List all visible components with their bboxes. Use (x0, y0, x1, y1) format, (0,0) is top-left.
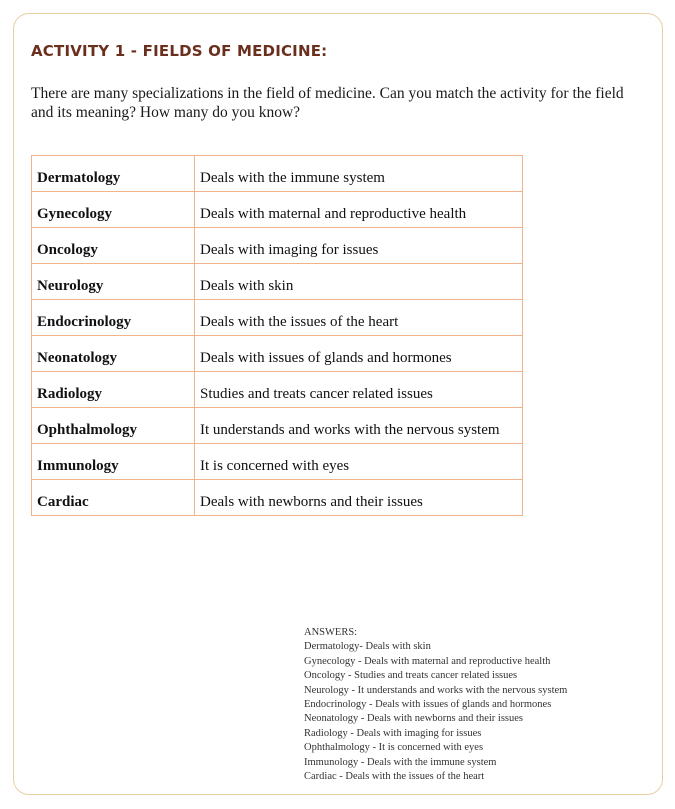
answer-line: Ophthalmology - It is concerned with eyes (304, 742, 484, 754)
table-row (32, 192, 523, 228)
table-row (32, 156, 523, 192)
table-row (32, 408, 523, 444)
intro-text: There are many specializations in the field of medicine. Can you match the activity for the field and its meaning? How many do you know? (31, 85, 624, 121)
meaning-cell: It is concerned with eyes (195, 444, 523, 480)
table-row (32, 264, 523, 300)
answer-line: Immunology - Deals with the immune system (304, 756, 497, 768)
answers-block (304, 626, 567, 784)
field-cell: Oncology (32, 228, 195, 264)
answer-line: Oncology - Studies and treats cancer related issues (304, 670, 518, 682)
meaning-cell: Studies and treats cancer related issues (195, 372, 523, 408)
field-cell: Neonatology (32, 336, 195, 372)
answer-line: Neonatology - Deals with newborns and their issues (304, 713, 523, 725)
answer-line: Cardiac - Deals with the issues of the heart (304, 771, 485, 783)
table-row (32, 480, 523, 516)
answer-line: Radiology - Deals with imaging for issues (304, 727, 482, 739)
answer-line: Neurology - It understands and works with the nervous system (304, 684, 568, 696)
meaning-cell: It understands and works with the nervous system (195, 408, 523, 444)
field-cell: Ophthalmology (32, 408, 195, 444)
table-row (32, 300, 523, 336)
field-cell: Radiology (32, 372, 195, 408)
field-cell: Immunology (32, 444, 195, 480)
table-row (32, 444, 523, 480)
answer-line: Endocrinology - Deals with issues of glands and hormones (304, 699, 552, 711)
meaning-cell: Deals with the immune system (195, 156, 523, 192)
answers-heading: ANSWERS: (304, 627, 358, 638)
table-row (32, 336, 523, 372)
matching-table (31, 155, 523, 516)
field-cell: Endocrinology (32, 300, 195, 336)
meaning-cell: Deals with newborns and their issues (195, 480, 523, 516)
answer-line: Gynecology - Deals with maternal and reproductive health (304, 655, 551, 667)
table-row (32, 228, 523, 264)
field-cell: Neurology (32, 264, 195, 300)
activity-title: ACTIVITY 1 - FIELDS OF MEDICINE: (31, 42, 328, 60)
meaning-cell: Deals with imaging for issues (195, 228, 523, 264)
answer-line: Dermatology- Deals with skin (304, 641, 431, 653)
meaning-cell: Deals with issues of glands and hormones (195, 336, 523, 372)
field-cell: Dermatology (32, 156, 195, 192)
field-cell: Gynecology (32, 192, 195, 228)
meaning-cell: Deals with the issues of the heart (195, 300, 523, 336)
meaning-cell: Deals with skin (195, 264, 523, 300)
field-cell: Cardiac (32, 480, 195, 516)
table-row (32, 372, 523, 408)
meaning-cell: Deals with maternal and reproductive health (195, 192, 523, 228)
